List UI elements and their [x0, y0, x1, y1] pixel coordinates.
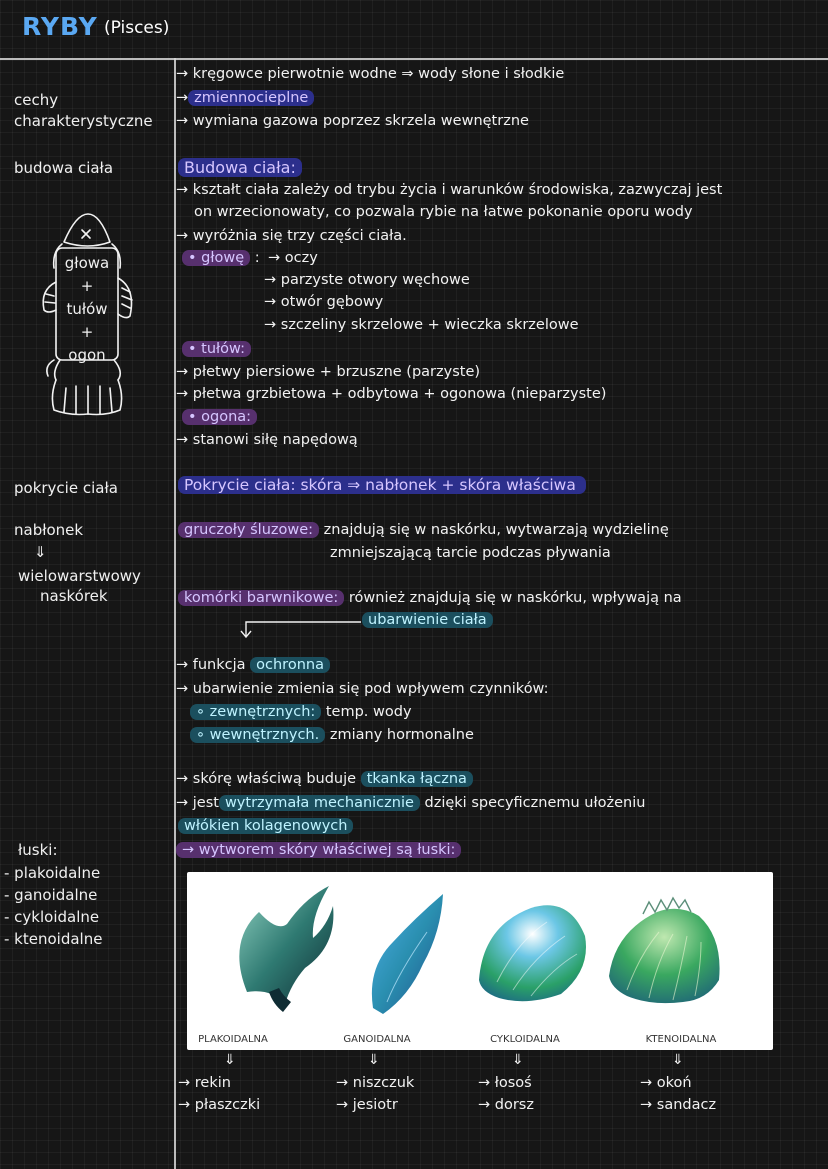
jest-text: → jest	[176, 795, 219, 811]
gruczoly-text-a: znajdują się w naskórku, wytwarzają wydzielinę	[323, 522, 669, 538]
budowa-line1b: on wrzecionowaty, co pozwala rybie na łatwe pokonanie oporu wody	[194, 204, 693, 220]
side-luski-item: - ganoidalne	[4, 886, 98, 904]
example-item: → sandacz	[640, 1097, 717, 1113]
pokrycie-heading	[178, 476, 586, 494]
budowa-line2: → wyróżnia się trzy części ciała.	[176, 228, 407, 244]
scale-label-ganoidalna: GANOIDALNA	[343, 1034, 411, 1045]
fish-label-body: tułów	[66, 300, 108, 318]
fish-body-labels	[60, 252, 114, 367]
side-nablonek: nabłonek	[14, 521, 84, 539]
wewnetrznych-line	[190, 727, 474, 743]
highlight-zmiennocieplne: zmiennocieplne	[188, 90, 314, 106]
highlight-pokrycie: Pokrycie ciała: skóra ⇒ nabłonek + skóra właściwa	[178, 476, 586, 494]
line-zmiennocieplne	[176, 90, 314, 106]
highlight-ogon: • ogona:	[182, 409, 257, 425]
wlokien-line	[178, 818, 353, 834]
glowa-item: → parzyste otwory węchowe	[264, 272, 470, 288]
scale-label-cykloidalna: CYKLOIDALNA	[490, 1034, 560, 1045]
side-luski-item: - plakoidalne	[4, 864, 101, 882]
side-cechy-line2: charakterystyczne	[14, 112, 153, 130]
gruczoly-text-b: zmniejszającą tarcie podczas pływania	[330, 545, 611, 561]
fish-label-head: głowa	[64, 254, 110, 272]
side-luski-item: - ktenoidalne	[4, 930, 103, 948]
gruczoly-line	[178, 522, 669, 538]
side-wielowarstwowy-line1: wielowarstwowy	[18, 567, 141, 585]
wytworem-line	[176, 842, 461, 858]
scales-drawing	[187, 872, 773, 1050]
tulow-heading	[182, 341, 251, 357]
scale-label-plakoidalna: PLAKOIDALNA	[198, 1034, 268, 1045]
budowa-heading-text: Budowa ciała:	[178, 158, 302, 177]
line-wymiana: → wymiana gazowa poprzez skrzela wewnętrzne	[176, 113, 529, 129]
side-budowa: budowa ciała	[14, 159, 114, 177]
scales-illustration	[187, 872, 773, 1050]
jest-text-b: dzięki specyficznemu ułożeniu	[424, 795, 646, 811]
example-item: → łosoś	[478, 1075, 532, 1091]
highlight-komorki: komórki barwnikowe:	[178, 590, 344, 606]
highlight-zewnetrznych: ∘ zewnętrznych:	[190, 704, 321, 720]
example-item: → dorsz	[478, 1097, 534, 1113]
side-luski-item: - cykloidalne	[4, 908, 100, 926]
glowa-item: → oczy	[268, 250, 318, 266]
highlight-wewnetrznych: ∘ wewnętrznych.	[190, 727, 325, 743]
examples-plakoidalna	[178, 1072, 260, 1116]
scale-label-ktenoidalna: KTENOIDALNA	[645, 1034, 717, 1045]
highlight-wytworem: → wytworem skóry właściwej są łuski:	[176, 842, 461, 858]
highlight-gruczoly: gruczoły śluzowe:	[178, 522, 319, 538]
page-subtitle: (Pisces)	[104, 18, 170, 38]
header-divider	[0, 58, 828, 60]
komorki-line-b	[362, 612, 493, 628]
side-luski-title: łuski:	[18, 841, 58, 859]
wewnetrznych-text: zmiany hormonalne	[329, 727, 474, 743]
skora-text: → skórę właściwą buduje	[176, 771, 357, 787]
side-luski-list	[4, 862, 102, 950]
tulow-item: → płetwa grzbietowa + odbytowa + ogonowa (nieparzyste)	[176, 386, 607, 402]
down-arrow-icon: ⇓	[368, 1052, 380, 1068]
budowa-line1a: → kształt ciała zależy od trybu życia i warunków środowiska, zazwyczaj jest	[176, 182, 723, 198]
glowa-colon: :	[254, 250, 260, 266]
fish-label-plus: +	[80, 277, 94, 295]
highlight-wlokien: włókien kolagenowych	[178, 818, 353, 834]
side-wielowarstwowy-line2: naskórek	[40, 587, 108, 605]
ogon-item: → stanowi siłę napędową	[176, 432, 358, 448]
example-item: → niszczuk	[336, 1075, 415, 1091]
zewnetrznych-line	[190, 704, 412, 720]
highlight-tulow: • tułów:	[182, 341, 251, 357]
skora-line	[176, 771, 473, 787]
example-item: → płaszczki	[178, 1097, 261, 1113]
side-wielowarstwowy	[18, 566, 141, 606]
examples-ganoidalna	[336, 1072, 414, 1116]
example-item: → jesiotr	[336, 1097, 398, 1113]
komorki-text-a: również znajdują się w naskórku, wpływają na	[348, 590, 682, 606]
page-title: RYBY	[22, 12, 98, 41]
side-pokrycie: pokrycie ciała	[14, 479, 118, 497]
highlight-glowa: • głowę	[182, 250, 250, 266]
glowa-item: → szczeliny skrzelowe + wieczka skrzelowe	[264, 317, 579, 333]
arrow-connector-icon	[236, 612, 366, 642]
funkcja-text: → funkcja	[176, 657, 246, 673]
line-kregowce-a: → kręgowce pierwotnie wodne	[176, 66, 397, 82]
down-arrow-icon: ⇓	[512, 1052, 524, 1068]
side-cechy	[14, 90, 153, 132]
jest-line	[176, 795, 645, 811]
fish-label-plus: +	[80, 323, 94, 341]
fish-label-tail: ogon	[68, 346, 106, 364]
examples-ktenoidalna	[640, 1072, 716, 1116]
tulow-item: → płetwy piersiowe + brzuszne (parzyste)	[176, 364, 481, 380]
highlight-ochronna: ochronna	[250, 657, 330, 673]
arrow: →	[176, 90, 189, 106]
ogon-heading	[182, 409, 257, 425]
funkcja-line	[176, 657, 330, 673]
line-kregowce-b: ⇒ wody słone i słodkie	[401, 66, 565, 82]
line-kregowce	[176, 66, 564, 82]
examples-cykloidalna	[478, 1072, 534, 1116]
example-item: → okoń	[640, 1075, 692, 1091]
margin-divider	[174, 58, 176, 1169]
ubarwienie-line: → ubarwienie zmienia się pod wpływem czynników:	[176, 681, 549, 697]
highlight-wytrzymala: wytrzymała mechanicznie	[219, 795, 420, 811]
side-cechy-line1: cechy	[14, 91, 59, 109]
example-item: → rekin	[178, 1075, 231, 1091]
glowa-item: → otwór gębowy	[264, 294, 384, 310]
highlight-tkanka: tkanka łączna	[361, 771, 473, 787]
glowa-heading	[182, 250, 260, 266]
komorki-line	[178, 590, 682, 606]
down-arrow-icon: ⇓	[224, 1052, 236, 1068]
budowa-heading	[178, 158, 302, 177]
down-arrow-icon: ⇓	[672, 1052, 684, 1068]
zewnetrznych-text: temp. wody	[325, 704, 412, 720]
side-nablonek-arrow: ⇓	[34, 543, 47, 561]
highlight-ubarwienie: ubarwienie ciała	[362, 612, 493, 628]
